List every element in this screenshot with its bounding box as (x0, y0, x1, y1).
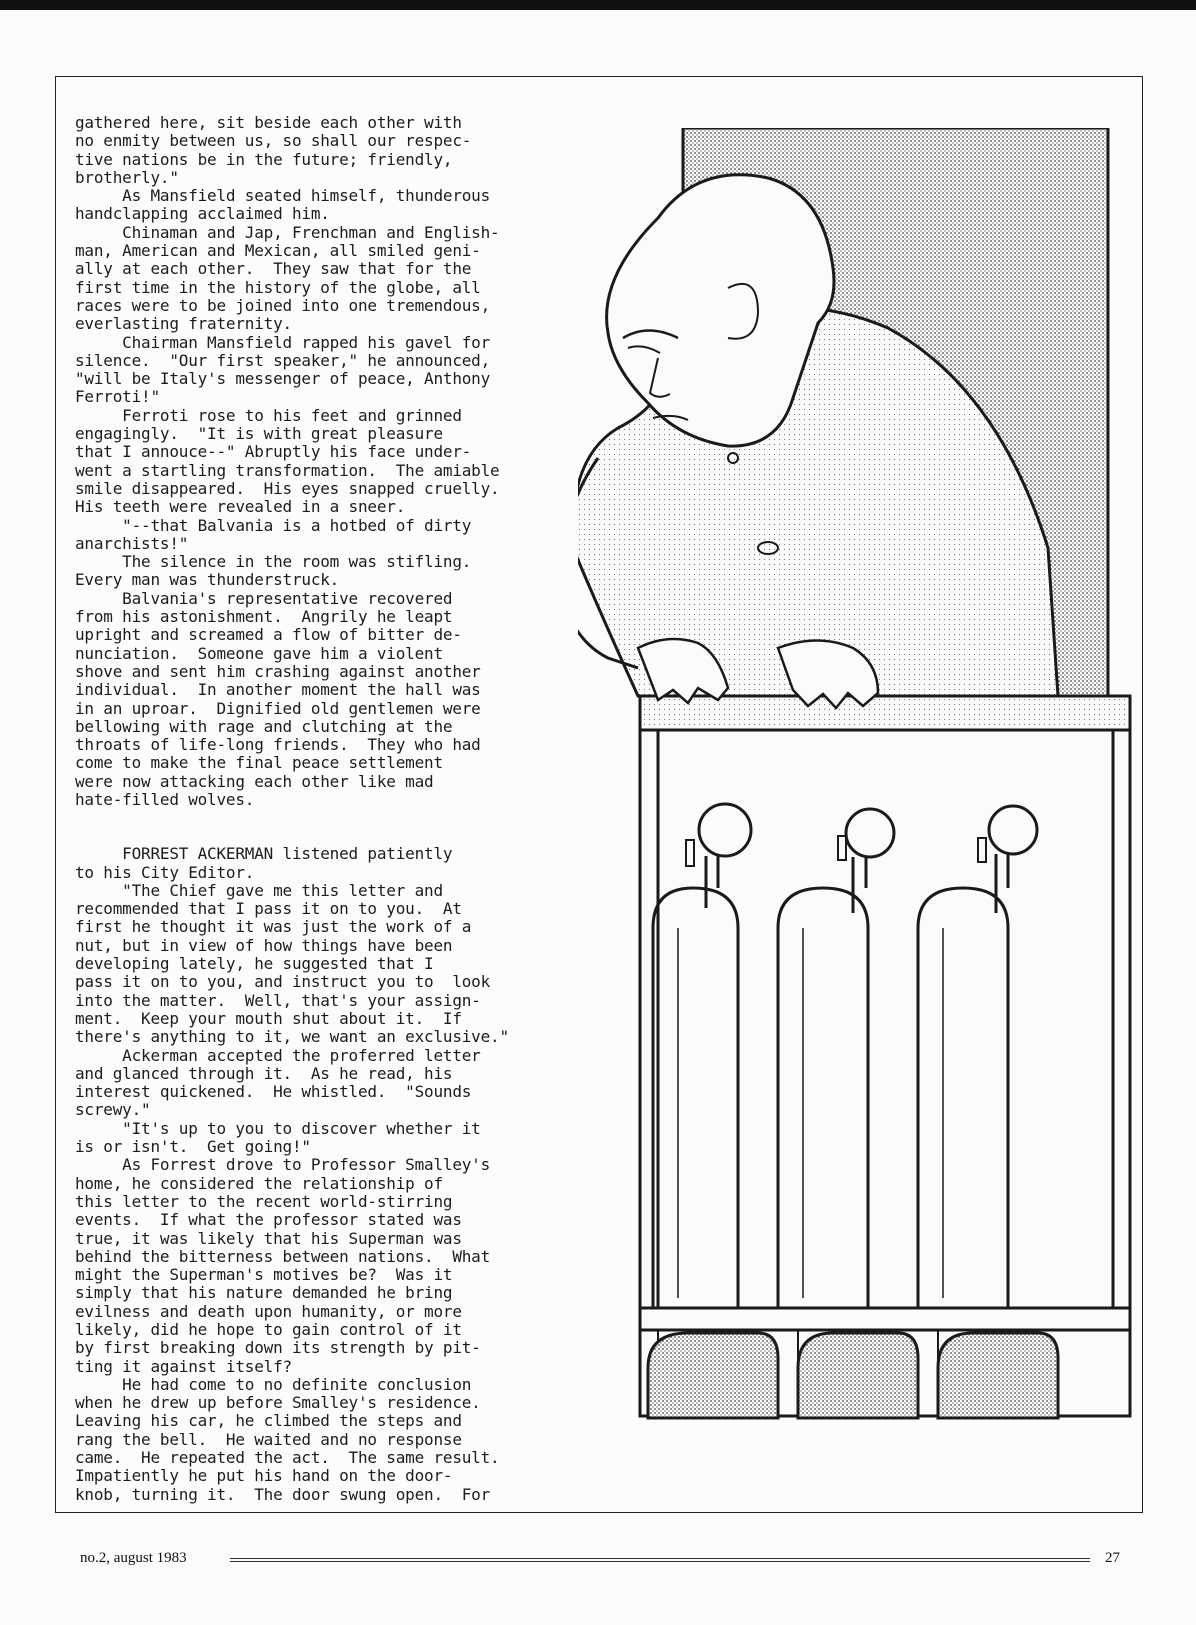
paragraph: Ackerman accepted the proferred letter and glanced through it. As he read, his interest quickened. He whistled. "Sounds screwy." (75, 1045, 481, 1120)
page-number: 27 (1101, 1550, 1120, 1567)
issue-label: no.2, august 1983 (80, 1550, 191, 1567)
paragraph: He had come to no definite conclusion when he drew up before Smalley's residence. Leaving his car, he climbed the steps and rang the bell. He waited and no response came. He repeated the act. The same result. Impatiently he put his hand on the door- knob, turning it. The door swung open. For (75, 1374, 500, 1504)
paragraph: Balvania's representative recovered from his astonishment. Angrily he leapt upright and screamed a flow of bitter de- nunciation. Someone gave him a violent shove and sent him crashing against another individual. In another moment the hall was in an uproar. Dignified old gentlemen were bellowing with rage and clutching at the throats of life-long friends. They who had come to make the final peace settlement were now attacking each other like mad hate-filled wolves. (75, 588, 481, 809)
paragraph: "It's up to you to discover whether it is or isn't. Get going!" (75, 1118, 481, 1157)
paragraph: gathered here, sit beside each other with no enmity between us, so shall our respec- tive nations be in the future; friendly, brotherly." (75, 113, 472, 187)
paragraph: FORREST ACKERMAN listened patiently to his City Editor. (75, 844, 453, 882)
paragraph: Chinaman and Jap, Frenchman and English- man, American and Mexican, all smiled geni- ally at each other. They saw that for the first time in the history of the globe, all races were to be joined into one tremendous, everlasting fraternity. (75, 222, 500, 334)
paragraph: Chairman Mansfield rapped his gavel for silence. "Our first speaker," he announced, "will be Italy's messenger of peace, Anthony Ferroti!" (75, 332, 491, 407)
paragraph: "The Chief gave me this letter and recommended that I pass it on to you. At first he thought it was just the work of a nut, but in view of how things have been developing lately, he suggested that I pass it on to you, and instruct you to look into the matter. Well, that's your assign- ment. Keep your mouth shut about it. If there's anything to it, we want an exclusive." (75, 880, 509, 1047)
section-break (75, 809, 595, 845)
page-footer (80, 1550, 1120, 1574)
paragraph: "--that Balvania is a hotbed of dirty anarchists!" (75, 515, 472, 553)
footer-rule (230, 1558, 1090, 1562)
paragraph: The silence in the room was stifling. Every man was thunderstruck. (75, 552, 472, 590)
paragraph: As Forrest drove to Professor Smalley's home, he considered the relationship of this letter to the recent world-stirring events. If what the professor stated was true, it was likely that his Superman was behind the bitterness between nations. What might the Superman's motives be? Was it simply that his nature demanded he bring evilness and death upon humanity, or more likely, did he hope to gain control of it by first breaking down its strength by pit- ting it against itself? (75, 1155, 491, 1376)
illustration (578, 128, 1138, 1508)
paragraph: As Mansfield seated himself, thunderous handclapping acclaimed him. (75, 186, 491, 224)
top-edge-bar (0, 0, 1196, 10)
pipes (648, 1333, 1058, 1418)
story-column (75, 114, 595, 1509)
radiator-cabinet (640, 696, 1130, 1418)
paragraph: Ferroti rose to his feet and grinned engagingly. "It is with great pleasure that I annouce--" Abruptly his face under- went a startling transformation. The amiable smile disappeared. His eyes snapped cruelly. His teeth were revealed in a sneer. (75, 405, 500, 517)
